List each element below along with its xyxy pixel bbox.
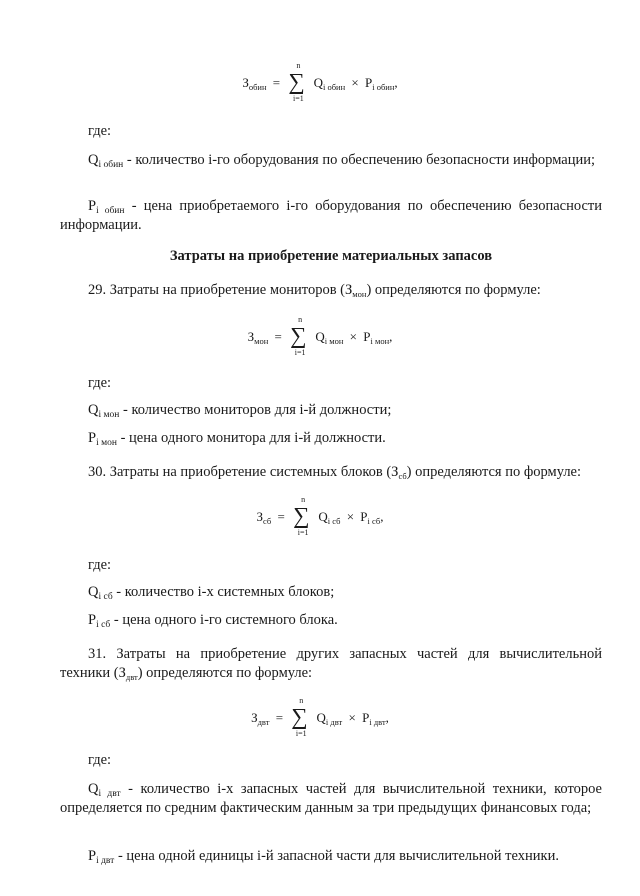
definition-p-obin: $P_{i обин}$ - цена приобретаемого i-го оборудования по обеспечению безопасности информации.	[60, 198, 602, 233]
definition-q-sb: $Q_{i сб}$ - количество i-х системных блоков;	[88, 584, 335, 602]
paragraph-31: 31. Затраты на приобретение других запасных частей для вычислительной техники $(З_{двт})$ определяются по формуле:	[60, 646, 602, 682]
formula-quantity: $Q_{i мон}$	[315, 329, 344, 346]
definition-p-sb: $P_{i сб}$ - цена одного i-го системного блока.	[88, 612, 338, 630]
section-heading: Затраты на приобретение материальных запасов	[169, 248, 493, 264]
formula-price: $P_{i мон}$	[363, 329, 390, 346]
where-label: где:	[88, 123, 112, 139]
where-label: где:	[88, 375, 112, 391]
formula-symbol: $З_{сб}$	[256, 509, 272, 526]
multiply-sign: ×	[346, 509, 355, 524]
formula-dvt: $З_{двт}$ = n ∑ i=1 $Q_{i двт} \times P_{i двт}$,	[0, 693, 640, 743]
formula-price: $P_{i двт}$	[362, 710, 386, 727]
equals-sign: =	[272, 75, 281, 90]
formula-mon: $З_{мон}$ = n ∑ i=1 $Q_{i мон} \times P_{i мон}$,	[0, 312, 640, 362]
formula-quantity: $Q_{i двт}$	[316, 710, 343, 727]
multiply-sign: ×	[348, 710, 356, 725]
sum-sign: n ∑ i=1	[293, 495, 310, 537]
paragraph-30: 30. Затраты на приобретение системных блоков $(З_{сб})$ определяются по формуле:	[88, 464, 582, 481]
definition-q-dvt: $Q_{i двт}$ - количество i-х запасных частей для вычислительной техники, которое определяется по средним фактическим данным за три предыдущих финансовых года;	[60, 781, 602, 816]
definition-q-obin: $Q_{i обин}$ - количество i-го оборудования по обеспечению безопасности информации;	[88, 152, 596, 170]
equals-sign: =	[275, 710, 284, 725]
sum-sign: n ∑ i=1	[291, 696, 308, 738]
where-label: где:	[88, 752, 112, 768]
where-label: где:	[88, 557, 112, 573]
formula-symbol: $З_{обин}$	[242, 75, 267, 92]
formula-price: $P_{i обин}$	[365, 75, 395, 92]
definition-p-mon: $P_{i мон}$ - цена одного монитора для i-й должности.	[88, 430, 386, 448]
formula-quantity: $Q_{i обин}$	[313, 75, 346, 92]
definition-p-dvt: $P_{i двт}$ - цена одной единицы i-й запасной части для вычислительной техники.	[88, 848, 559, 866]
formula-sb: $З_{сб}$ = n ∑ i=1 $Q_{i сб} \times P_{i сб}$,	[0, 492, 640, 542]
paragraph-29: 29. Затраты на приобретение мониторов $(З_{мон})$ определяются по формуле:	[88, 282, 541, 299]
sum-sign: n ∑ i=1	[288, 61, 305, 103]
formula-obin: $З_{обин}$ = n ∑ i=1 $Q_{i обин} \times P_{i обин}$,	[0, 58, 640, 108]
multiply-sign: ×	[349, 329, 358, 344]
definition-q-mon: $Q_{i мон}$ - количество мониторов для i-й должности;	[88, 402, 392, 420]
formula-quantity: $Q_{i сб}$	[318, 509, 341, 526]
formula-price: $P_{i сб}$	[360, 509, 381, 526]
multiply-sign: ×	[351, 75, 359, 90]
formula-symbol: $З_{двт}$	[251, 710, 270, 727]
equals-sign: =	[277, 509, 285, 524]
equals-sign: =	[274, 329, 282, 344]
formula-symbol: $З_{мон}$	[247, 329, 269, 346]
sum-sign: n ∑ i=1	[290, 315, 307, 357]
